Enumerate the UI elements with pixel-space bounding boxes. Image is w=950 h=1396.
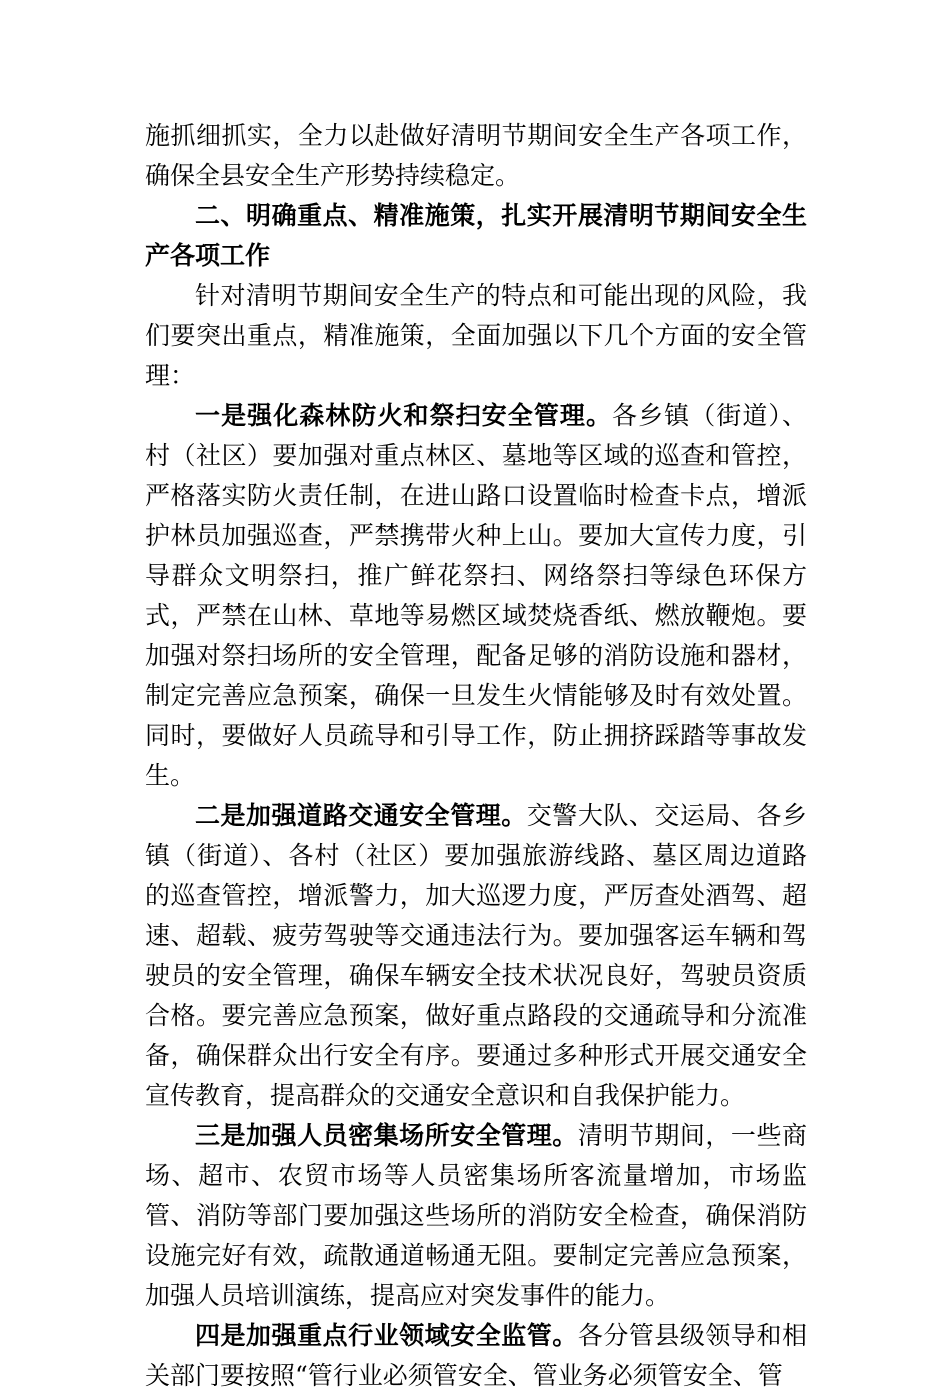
paragraph-item-2 (145, 796, 807, 1116)
section-heading-text: 二、明确重点、精准施策，扎实开展清明节期间安全生产各项工作 (145, 201, 807, 270)
paragraph-text: 各分管县级领导和相关部门要按照“管行业必须管安全、管业务必须管安全、管 (145, 1321, 807, 1390)
paragraph-lead: 一是强化森林防火和祭扫安全管理。 (195, 401, 613, 430)
paragraph-text: 针对清明节期间安全生产的特点和可能出现的风险，我们要突出重点，精准施策，全面加强以下几个方面的安全管理： (145, 281, 807, 390)
paragraph-text: 施抓细抓实，全力以赴做好清明节期间安全生产各项工作，确保全县安全生产形势持续稳定。 (145, 121, 807, 190)
paragraph-item-3 (145, 1116, 807, 1316)
paragraph-text: 交警大队、交运局、各乡镇（街道）、各村（社区）要加强旅游线路、墓区周边道路的巡查管控，增派警力，加大巡逻力度，严厉查处酒驾、超速、超载、疲劳驾驶等交通违法行为。要加强客运车辆和驾驶员的安全管理，确保车辆安全技术状况良好，驾驶员资质合格。要完善应急预案，做好重点路段的交通疏导和分流准备，确保群众出行安全有序。要通过多种形式开展交通安全宣传教育，提高群众的交通安全意识和自我保护能力。 (145, 801, 807, 1110)
paragraph-lead: 二是加强道路交通安全管理。 (195, 801, 527, 830)
paragraph-item-4 (145, 1316, 807, 1396)
paragraph-lead: 四是加强重点行业领域安全监管。 (195, 1321, 578, 1350)
paragraph-lead: 三是加强人员密集场所安全管理。 (195, 1121, 578, 1150)
section-heading (145, 196, 807, 276)
paragraph-intro (145, 276, 807, 396)
paragraph-continuation (145, 116, 807, 196)
document-page (145, 116, 807, 1396)
paragraph-text: 清明节期间，一些商场、超市、农贸市场等人员密集场所客流量增加，市场监管、消防等部门要加强这些场所的消防安全检查，确保消防设施完好有效，疏散通道畅通无阻。要制定完善应急预案，加强人员培训演练，提高应对突发事件的能力。 (145, 1121, 807, 1310)
paragraph-text: 各乡镇（街道）、村（社区）要加强对重点林区、墓地等区域的巡查和管控，严格落实防火责任制，在进山路口设置临时检查卡点，增派护林员加强巡查，严禁携带火种上山。要加大宣传力度，引导群众文明祭扫，推广鲜花祭扫、网络祭扫等绿色环保方式，严禁在山林、草地等易燃区域焚烧香纸、燃放鞭炮。要加强对祭扫场所的安全管理，配备足够的消防设施和器材，制定完善应急预案，确保一旦发生火情能够及时有效处置。同时，要做好人员疏导和引导工作，防止拥挤踩踏等事故发生。 (145, 401, 807, 790)
paragraph-item-1 (145, 396, 807, 796)
